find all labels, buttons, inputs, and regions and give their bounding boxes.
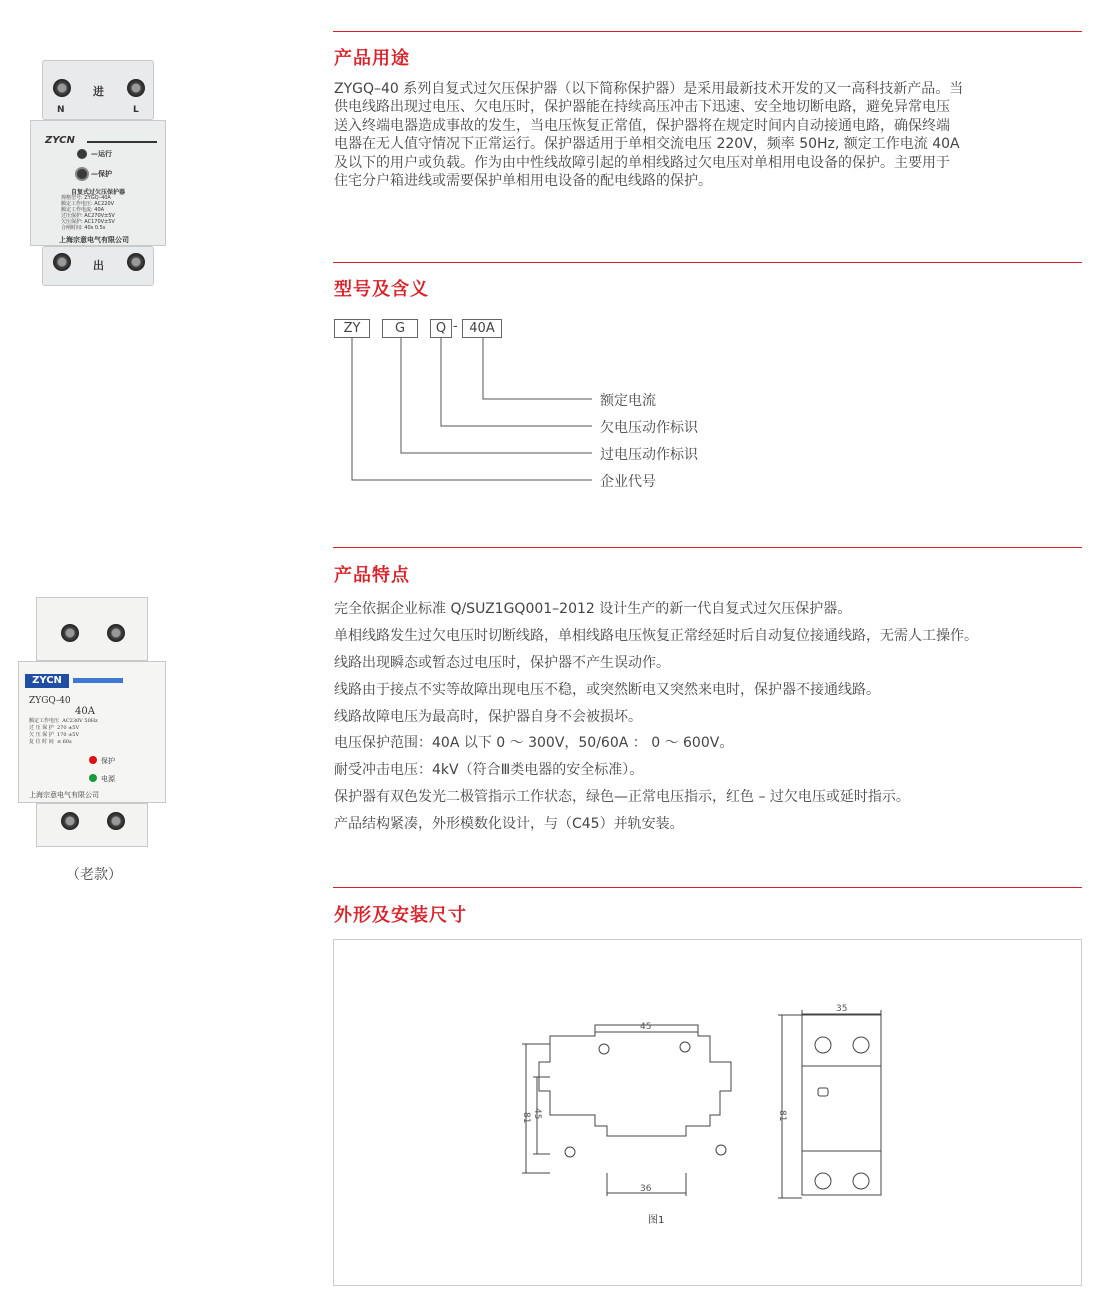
feature-item: 完全依据企业标准 Q/SUZ1GQ001–2012 设计生产的新一代自复式过欠压保护器。 (334, 601, 852, 617)
out-label: 出 (93, 259, 104, 272)
section-title-features: 产品特点 (334, 565, 410, 586)
feature-item: 产品结构紧凑，外形模数化设计，与（C45）并轨安装。 (334, 816, 684, 832)
device-bottom-block (36, 803, 148, 847)
model-box-40a: 40A (462, 319, 502, 338)
protect-label: 保护 (101, 757, 115, 765)
usage-line: 送入终端电器造成事故的发生，当电压恢复正常值，保护器将在规定时间内自动接通电路，确保终端 (334, 117, 950, 134)
usage-line: 及以下的用户或负载。作为由中性线故障引起的单相线路过欠电压对单相用电设备的保护。主要用于 (334, 154, 950, 171)
dim-label-side-width: 35 (836, 1004, 848, 1014)
model-dash: - (453, 319, 458, 334)
mount-hole-icon (565, 1147, 575, 1157)
dim-label-side-height: 81 (777, 1110, 787, 1122)
dim-label-bottom: 36 (640, 1184, 652, 1194)
screw-icon (61, 624, 79, 642)
section-title-dimensions: 外形及安装尺寸 (334, 905, 467, 926)
feature-item: 单相线路发生过欠电压时切断线路，单相线路电压恢复正常经延时后自动复位接通线路，无需人工操作。 (334, 628, 978, 644)
front-view-outline (539, 1025, 731, 1136)
connector-line (441, 338, 592, 426)
dim-label-inner: 45 (532, 1108, 542, 1120)
mount-hole-icon (716, 1145, 726, 1155)
device-body (18, 661, 166, 803)
feature-item: 电压保护范围：40A 以下 0 ～ 300V，50/60A ： 0 ～ 600V。 (334, 735, 734, 751)
screw-icon (107, 624, 125, 642)
model-label-rated-current: 额定电流 (600, 393, 656, 409)
section-rule (333, 887, 1082, 888)
brand-rule (73, 678, 123, 683)
model-box-g: G (382, 319, 418, 338)
spec-line: 额定工作电流: 40A (61, 207, 105, 213)
terminal-icon (853, 1173, 869, 1189)
run-label: —运行 (91, 150, 112, 158)
model-box-zy: ZY (334, 319, 370, 338)
old-model-caption: （老款） (66, 867, 122, 883)
brand-logo: ZYCN (45, 135, 75, 146)
spec-row: 复 位 时 间 ≤ 60s (29, 739, 72, 745)
model-label-company-code: 企业代号 (600, 474, 656, 490)
protect-label: —保护 (91, 170, 112, 178)
spec-row: 额定工作电压 AC230V 50Hz (29, 718, 98, 724)
dimension-drawing (334, 940, 1081, 1285)
figure-label: 图1 (648, 1215, 665, 1226)
spec-line: 合闸时间: 40s 0.5s (61, 225, 106, 231)
section-title-model: 型号及含义 (334, 279, 429, 300)
product-image-old (18, 597, 166, 847)
section-title-usage: 产品用途 (334, 48, 410, 69)
feature-item: 保护器有双色发光二极管指示工作状态，绿色—正常电压指示，红色 – 过欠电压或延时指示。 (334, 789, 910, 805)
connector-line (483, 338, 592, 399)
mount-hole-icon (599, 1044, 609, 1054)
usage-line: 供电线路出现过电压、欠电压时，保护器能在持续高压冲击下迅速、安全地切断电路，避免异常电压 (334, 99, 950, 116)
spec-table (29, 718, 98, 746)
model-label-undervoltage: 欠电压动作标识 (600, 420, 698, 436)
mount-hole-icon (680, 1042, 690, 1052)
terminal-icon (853, 1037, 869, 1053)
dim-label-outer: 81 (521, 1112, 531, 1124)
terminal-icon (815, 1037, 831, 1053)
spec-row: 欠 压 保 护 170 ±5V (29, 732, 80, 738)
section-rule (333, 547, 1082, 548)
spec-title: 自复式过欠压保护器 (71, 189, 126, 196)
dim-label-top: 45 (640, 1022, 652, 1032)
in-label: 进 (93, 85, 104, 98)
feature-item: 线路故障电压为最高时，保护器自身不会被损坏。 (334, 709, 642, 725)
maker-label: 上海宗意电气有限公司 (29, 791, 99, 799)
protect-led-icon (89, 756, 97, 764)
side-view-outline (802, 1015, 881, 1195)
brand-logo: ZYCN (25, 674, 69, 688)
power-led-icon (89, 774, 97, 782)
connector-line (352, 338, 592, 480)
feature-item: 线路出现瞬态或暂态过电压时，保护器不产生误动作。 (334, 655, 670, 671)
power-label: 电源 (101, 775, 115, 783)
feature-item: 耐受冲击电压：4kV（符合Ⅲ类电器的安全标准）。 (334, 762, 644, 778)
terminal-icon (815, 1173, 831, 1189)
maker-label: 上海宗意电气有限公司 (59, 236, 129, 244)
spec-line: 额定工作电压: AC220V (61, 201, 115, 207)
dimension-drawing-frame (333, 939, 1082, 1286)
device-top-block (36, 597, 148, 661)
model-label-overvoltage: 过电压动作标识 (600, 447, 698, 463)
connector-line (401, 338, 592, 453)
screw-icon (61, 812, 79, 830)
model-connector-lines (0, 0, 1100, 520)
indicator-window-icon (818, 1088, 828, 1096)
feature-item: 线路由于接点不实等故障出现电压不稳，或突然断电又突然来电时，保护器不接通线路。 (334, 682, 880, 698)
screw-icon (107, 812, 125, 830)
model-label: ZYGQ-40 (29, 696, 71, 706)
usage-line: 电器在无人值守情况下正常运行。保护器适用于单相交流电压 220V，频率 50Hz, 额定工作电流 40A (334, 136, 960, 153)
spec-line: 欠压保护: AC170V±5V (61, 219, 115, 225)
n-label: N (57, 105, 65, 115)
spec-row: 过 压 保 护 270 ±5V (29, 725, 80, 731)
spec-line: 过压保护: AC270V±5V (61, 213, 115, 219)
current-label: 40A (75, 706, 95, 717)
spec-line: 规格型号: ZYGQ–40A (61, 195, 111, 201)
l-label: L (133, 105, 139, 115)
usage-line: 住宅分户箱进线或需要保护单相用电设备的配电线路的保护。 (334, 173, 712, 190)
model-box-q: Q (430, 319, 452, 338)
usage-line: ZYGQ–40 系列自复式过欠压保护器（以下简称保护器）是采用最新技术开发的又一高科技新产品。当 (334, 81, 964, 97)
